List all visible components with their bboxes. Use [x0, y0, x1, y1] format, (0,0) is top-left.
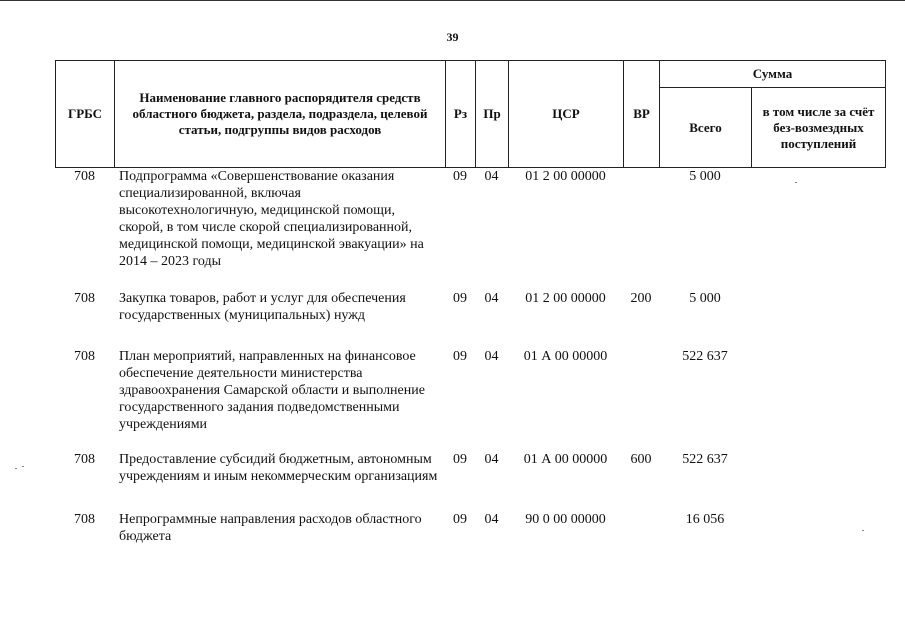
- cell-pr: 04: [484, 169, 499, 184]
- cell-csr: 01 А 00 00000: [523, 349, 608, 364]
- page-top-border: [0, 0, 905, 1]
- cell-csr: 90 0 00 00000: [525, 512, 606, 527]
- cell-pr: 04: [484, 349, 499, 364]
- table-row: [55, 511, 885, 551]
- header-csr: ЦСР: [509, 61, 624, 168]
- cell-name: Закупка товаров, работ и услуг для обеспечения государственных (муниципальных) нужд: [119, 291, 406, 323]
- cell-pr: 04: [484, 512, 499, 527]
- cell-name: Непрограммные направления расходов областного бюджета: [119, 512, 422, 544]
- table-row: [55, 168, 885, 290]
- table-row: [55, 451, 885, 511]
- cell-rz: 09: [453, 349, 467, 364]
- page-number: 39: [446, 30, 459, 44]
- cell-vr: [623, 348, 659, 451]
- cell-csr: 01 А 00 00000: [523, 452, 608, 467]
- header-free: в том числе за счёт без-возмездных поступлений: [752, 88, 886, 168]
- header-total: Всего: [660, 88, 752, 168]
- cell-vr: 200: [630, 291, 652, 306]
- cell-grbs: 708: [74, 452, 95, 467]
- cell-rz: 09: [453, 169, 467, 184]
- cell-rz: 09: [453, 452, 467, 467]
- header-name: Наименование главного распорядителя средств областного бюджета, раздела, подраздела, целевой статьи, подгруппы видов расходов: [115, 61, 446, 168]
- cell-grbs: 708: [74, 169, 95, 184]
- scan-speck: [862, 530, 864, 531]
- cell-rz: 09: [453, 512, 467, 527]
- cell-total: 522 637: [682, 349, 728, 364]
- cell-pr: 04: [484, 452, 499, 467]
- table-row: [55, 348, 885, 451]
- cell-total: 16 056: [685, 512, 725, 527]
- cell-name: План мероприятий, направленных на финансовое обеспечение деятельности министерства здравоохранения Самарской области и выполнение государственного задания подведомственными учреждениями: [119, 349, 425, 432]
- cell-total: 5 000: [689, 291, 721, 306]
- header-vr: ВР: [624, 61, 660, 168]
- cell-total: 5 000: [689, 169, 721, 184]
- cell-rz: 09: [453, 291, 467, 306]
- header-sum: Сумма: [660, 61, 886, 88]
- cell-grbs: 708: [74, 512, 95, 527]
- cell-grbs: 708: [74, 291, 95, 306]
- table-header: [55, 60, 886, 168]
- cell-grbs: 708: [74, 349, 95, 364]
- scan-speck: [795, 182, 797, 183]
- cell-free: [751, 511, 885, 551]
- table-row: [55, 290, 885, 348]
- header-grbs: ГРБС: [56, 61, 115, 168]
- header-pr: Пр: [476, 61, 509, 168]
- cell-pr: 04: [484, 291, 499, 306]
- cell-total: 522 637: [682, 452, 728, 467]
- header-rz: Рз: [446, 61, 476, 168]
- cell-vr: [623, 168, 659, 290]
- cell-free: [751, 451, 885, 511]
- cell-free: [751, 290, 885, 348]
- cell-free: [751, 348, 885, 451]
- cell-csr: 01 2 00 00000: [525, 169, 606, 184]
- cell-free: [751, 168, 885, 290]
- cell-vr: 600: [630, 452, 652, 467]
- cell-csr: 01 2 00 00000: [525, 291, 606, 306]
- cell-name: Подпрограмма «Совершенствование оказания специализированной, включая высокотехнологичную, медицинской помощи, скорой, в том числе скорой специализированной, медицинской помощи, медицинской эвакуации» на 2014 – 2023 годы: [119, 169, 424, 269]
- scan-speck: [15, 468, 17, 469]
- scan-speck: [22, 466, 24, 467]
- cell-name: Предоставление субсидий бюджетным, автономным учреждениям и иным некоммерческим организациям: [119, 452, 438, 484]
- cell-vr: [623, 511, 659, 551]
- table-body: [55, 168, 885, 551]
